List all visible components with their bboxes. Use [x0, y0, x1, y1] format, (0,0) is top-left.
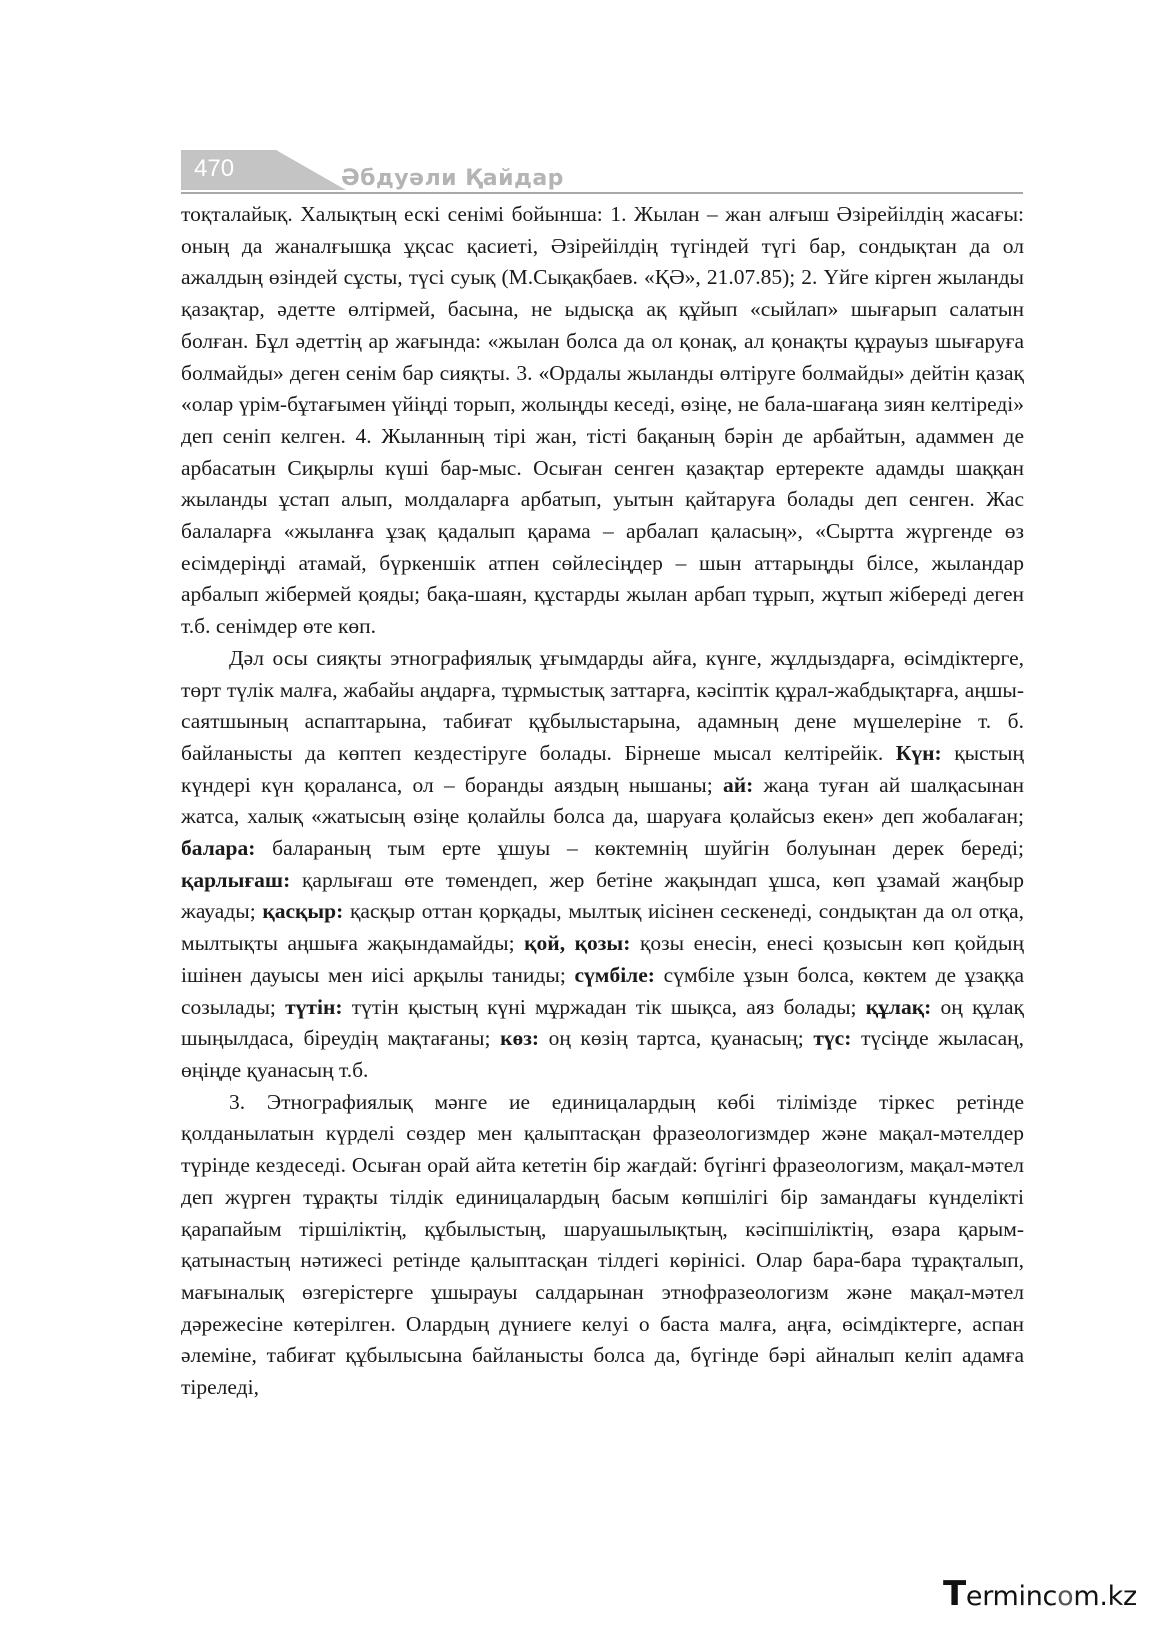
page-header — [0, 0, 1158, 200]
bold-term: көз: — [500, 1026, 539, 1051]
bold-term: түс: — [813, 1026, 852, 1051]
text-run: түсіңде жыласаң, өңіңде қуанасың т.б. — [181, 1026, 1024, 1082]
watermark-domain: m.kz — [1073, 1581, 1137, 1612]
running-head-author: Әбдуәли Қайдар — [341, 166, 564, 191]
text-run: 3. Этнографиялық мәнге ие единицалардың көбі тілімізде тіркес ретінде қолданылатын күрделі сөздер мен қалыптасқан фразеологизмдер және мақал-мәтелдер түрінде кездеседі. Осыған орай айта кететін бір жағдай: бүгінгі фразеологизм, мақал-мәтел деп жүрген тұрақты тілдік единицалардың басым көпшілігі бір замандағы күнделікті қарапайым тіршіліктің, құбылыстың, шаруашылықтың, кәсіпшіліктің, өзара қарым-қатынастың нәтижесі ретінде қалыптасқан тілдегі көрінісі. Олар бара-бара тұрақталып, мағыналық өзгерістерге ұшырауы салдарынан этнофразеологизм және мақал-мәтел дәрежесіне көтерілген. Олардың дүниеге келуі о баста малға, аңға, өсімдіктерге, аспан әлеміне, табиғат құбылысына байланысты болса да, бүгінде бәрі айналып келіп адамға тіреледі, — [181, 1089, 1024, 1400]
bold-term: қой, қозы: — [524, 931, 631, 956]
bold-term: ай: — [722, 772, 754, 797]
text-run: қарлығаш өте төмендеп, жер бетіне жақындап ұшса, көп ұзамай жаңбыр жауады; — [181, 867, 1024, 924]
paragraph — [181, 1087, 1024, 1404]
watermark-letter-t: T — [943, 1574, 966, 1614]
text-run: тоқталайық. Халықтың ескі сенімі бойынша: 1. Жылан – жан алғыш Әзірейілдің жасағы: оның да жаналғышқа ұқсас қасиеті, Әзірейілдің түгіндей түгі бар, сондықтан да ол ажалдың өзіндей сұсты, түсі суық (М.Сықақбаев. «ҚӘ», 21.07.85); 2. Үйге кірген жыланды қазақтар, әдетте өлтірмей, басына, не ыдысқа ақ құйып «сыйлап» шығарып салатын болған. Бұл әдеттің ар жағында: «жылан болса да ол қонақ, ал қонақты құрауыз шығаруға болмайды» деген сенім бар сияқты. 3. «Ордалы жыланды өлтіруге болмайды» дейтін қазақ «олар үрім-бұтағымен үйіңді торып, жолыңды кеседі, өзіңе, не бала-шағаңа зиян келтіреді» деп сеніп келген. 4. Жыланның тірі жан, тісті бақаның бәрін де арбайтын, адаммен де арбасатын Сиқырлы күші бар-мыс. Осыған сенген қазақтар ертеректе адамды шаққан жыланды ұстап алып, молдаларға арбатып, уытын қайтаруға болады деп сенген. Жас балаларға «жыланға ұзақ қадалып қарама – арбалап қаласың», «Сыртта жүргенде өз есімдеріңді атамай, бүркеншік атпен сөйлесіңдер – шын аттарыңды білсе, жыландар арбалып жібермей қояды; бақа-шаян, құстарды жылан арбап тұрып, жұтып жібереді деген т.б. сенімдер өте көп. — [181, 202, 1024, 639]
bold-term: сүмбіле: — [574, 962, 655, 987]
watermark-text: erminc — [965, 1581, 1058, 1612]
page-number-tab-arrow — [276, 150, 346, 190]
bold-term: қарлығаш: — [181, 867, 291, 892]
bold-term: түтін: — [285, 994, 343, 1019]
page-number: 470 — [194, 155, 235, 182]
watermark-o: o — [1057, 1581, 1074, 1612]
text-run: жаңа туған ай шалқасынан жатса, халық «жатысың өзіңе қолайлы болса да, шаруаға қолайсыз екен» деп жобалаған; — [181, 772, 1024, 829]
text-run: оң құлақ шыңылдаса, біреудің мақтағаны; — [181, 994, 1024, 1051]
body-text — [181, 199, 1024, 1404]
text-run: балараның тым ерте ұшуы – көктемнің шуйгін болуынан дерек береді; — [255, 836, 1024, 861]
bold-term: құлақ: — [865, 994, 932, 1019]
bold-term: Күн: — [895, 740, 942, 765]
bold-term: қасқыр: — [262, 899, 344, 924]
text-run: оң көзің тартса, қуанасың; — [539, 1026, 814, 1051]
bold-term: балара: — [181, 836, 256, 861]
paragraph — [181, 199, 1024, 643]
text-run: түтін қыстың күні мұржадан тік шықса, аяз болады; — [342, 994, 866, 1019]
text-run: сүмбіле ұзын болса, көктем де ұзаққа созылады; — [181, 962, 1024, 1019]
text-run: Дәл осы сияқты этнографиялық ұғымдарды айға, күнге, жұлдыздарға, өсімдіктерге, төрт түлік малға, жабайы аңдарға, тұрмыстық заттарға, кәсіптік құрал-жабдықтарға, аңшы-саятшының аспаптарына, табиғат құбылыстарына, адамның дене мүшелеріне т. б. байланысты да көптеп кездестіруге болады. Бірнеше мысал келтірейік. — [181, 645, 1024, 765]
text-run: қасқыр оттан қорқады, мылтық иісінен сескенеді, сондықтан да ол отқа, мылтықты аңшыға жақындамайды; — [181, 899, 1024, 956]
paragraph — [181, 643, 1024, 1087]
text-run: қыстың күндері күн қораланса, ол – боранды аяздың нышаны; — [181, 740, 1025, 797]
site-watermark — [943, 1574, 1137, 1614]
text-run: қозы енесін, енесі қозысын көп қойдың ішінен дауысы мен иісі арқылы таниды; — [181, 931, 1024, 987]
header-rule — [181, 192, 1023, 194]
